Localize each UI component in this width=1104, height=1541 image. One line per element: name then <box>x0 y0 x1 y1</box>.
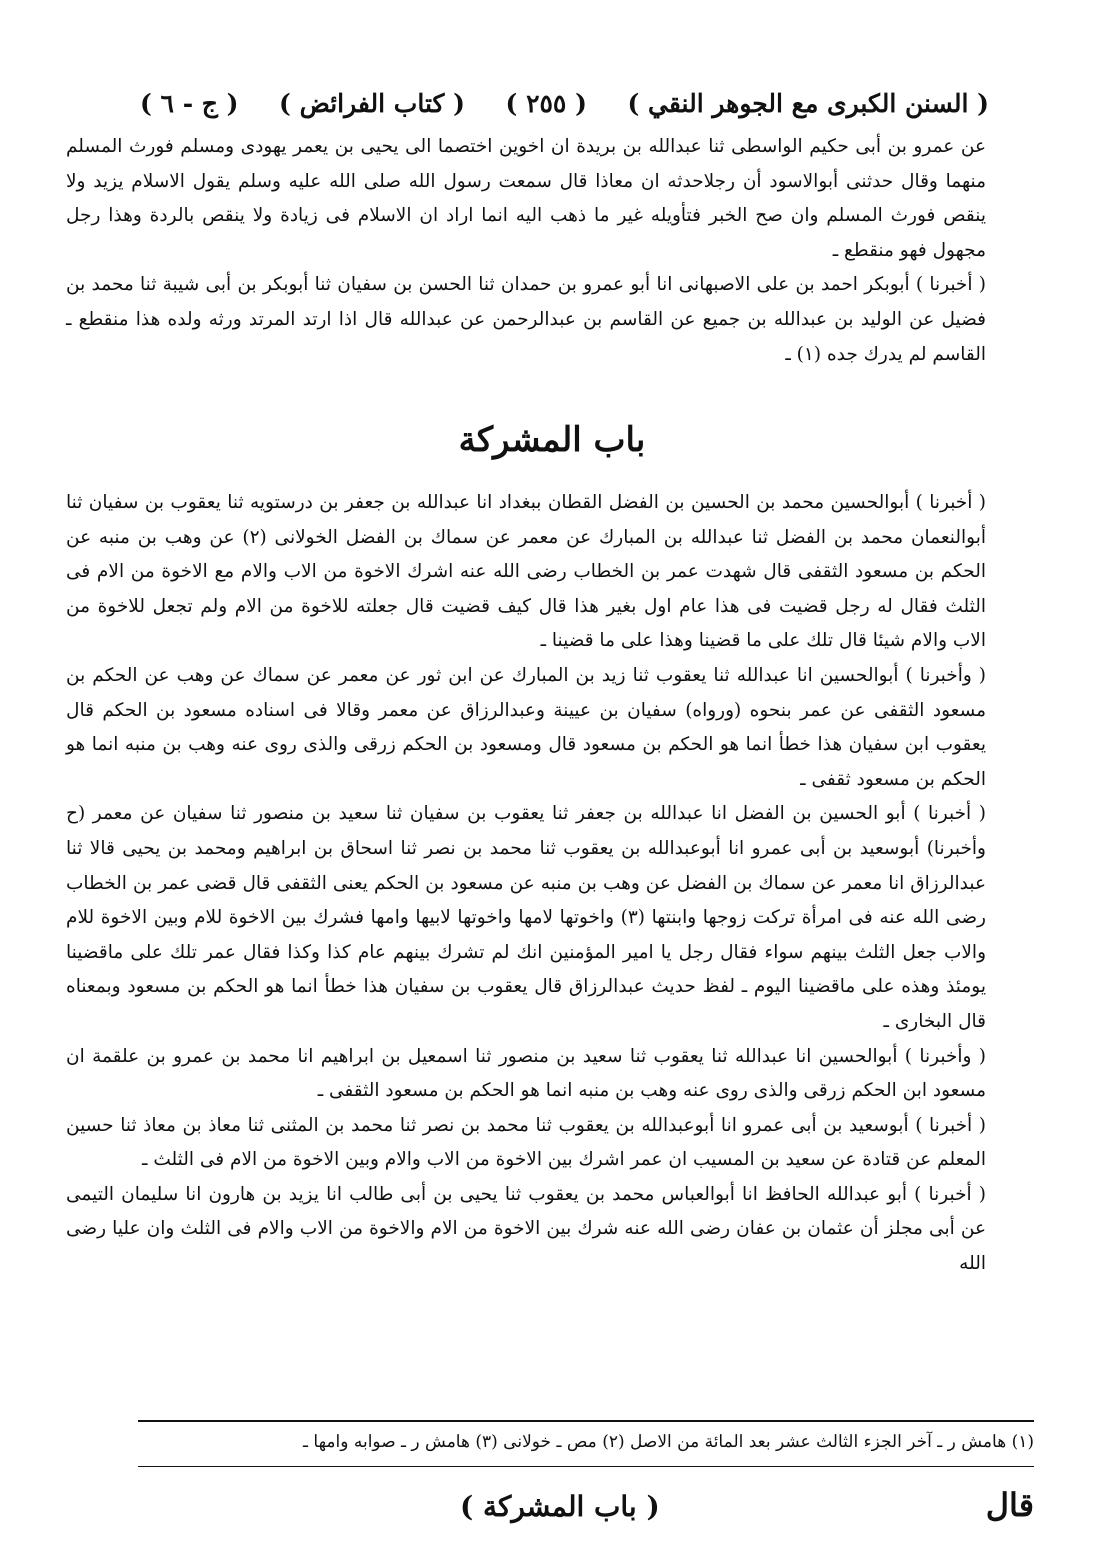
paragraph: ( وأخبرنا ) أبوالحسين انا عبدالله ثنا يعقوب ثنا زيد بن المبارك عن ابن ثور عن معمر عن سماك عن وهب عن الحكم بن مسعود الثقفى عن عمر بنحوه (ورواه) سفيان بن عيينة وعبدالرزاق عن معمر وقالا فى اسناده مسعود بن الحكم قال يعقوب ابن سفيان هذا خطأ انما هو الحكم بن مسعود قال ومسعود بن الحكم زرقى والذى روى عنه وهب بن منبه انما هو الحكم بن مسعود ثقفى ـ <box>66 664 986 790</box>
paragraph: ( أخبرنا ) أبو عبدالله الحافظ انا أبوالعباس محمد بن يعقوب ثنا يحيى بن أبى طالب انا يزيد بن هارون انا سليمان التيمى عن أبى مجلز أن عثمان بن عفان رضى الله عنه شرك بين الاخوة من الام والاخوة من الاب والام فى الثلث وان عليا رضى الله <box>66 1183 986 1275</box>
paragraph: ( أخبرنا ) أبوسعيد بن أبى عمرو انا أبوعبدالله بن يعقوب ثنا محمد بن نصر ثنا محمد بن المثنى ثنا معاذ بن معاذ ثنا حسين المعلم عن قتادة عن سعيد بن المسيب ان عمر اشرك بين الاخوة من الاب والام وبين الاخوة من الام فى الثلث ـ <box>66 1114 986 1171</box>
footnote-divider <box>138 1420 1034 1422</box>
chapter-title: ( كتاب الفرائض ) <box>279 88 465 118</box>
page-header <box>140 82 989 124</box>
body-text-top <box>66 130 986 372</box>
footer-divider <box>138 1466 1034 1467</box>
volume-number: ( ج - ٦ ) <box>140 88 239 118</box>
paragraph: ( أخبرنا ) أبوالحسين محمد بن الحسين بن الفضل القطان ببغداد انا عبدالله بن جعفر بن درستويه ثنا يعقوب بن سفيان ثنا أبوالنعمان محمد بن الفضل ثنا عبدالله بن المبارك عن معمر عن سماك بن الفضل الخولانى (٢) عن وهب بن منبه عن الحكم بن مسعود الثقفى قال شهدت عمر بن الخطاب رضى الله عنه اشرك الاخوة من الاب والام مع الاخوة من الام فى الثلث فقال له رجل قضيت فى هذا عام اول بغير هذا قال كيف قضيت قال جعلته للاخوة من الام ولم تجعل للاخوة من الاب والام شيئا قال تلك على ما قضينا وهذا على ما قضينا ـ <box>66 492 986 652</box>
paragraph: ( أخبرنا ) أبوبكر احمد بن على الاصبهانى انا أبو عمرو بن حمدان ثنا الحسن بن سفيان ثنا أبوبكر بن أبى شيبة ثنا محمد بن فضيل عن الوليد بن عبدالله بن جميع عن القاسم بن عبدالرحمن عن عبدالله قال اذا ارتد المرتد ورثه ولده هذا منقطع ـ القاسم لم يدرك جده (١) ـ <box>66 274 986 365</box>
paragraph: ( أخبرنا ) أبو الحسين بن الفضل انا عبدالله بن جعفر ثنا يعقوب بن سفيان ثنا سعيد بن منصور ثنا سفيان عن معمر (ح وأخبرنا) أبوسعيد بن أبى عمرو انا أبوعبدالله بن يعقوب ثنا محمد بن نصر ثنا اسحاق بن ابراهيم ومحمد بن يحيى قالا ثنا عبدالرزاق انا معمر عن سماك بن الفضل عن وهب بن منبه عن مسعود بن الحكم يعنى الثقفى قال قضى عمر بن الخطاب رضى الله عنه فى امرأة تركت زوجها وابنتها (٣) واخوتها لامها واخوتها لابيها وامها فشرك بين الاخوة للام وبين الاخوة للام والاب جعل الثلث بينهم سواء فقال رجل يا امير المؤمنين انك لم تشرك بينهم عام كذا وكذا فقال عمر تلك على ماقضينا يومئذ وهذه على ماقضينا اليوم ـ لفظ حديث عبدالرزاق قال يعقوب بن سفيان هذا خطأ انما هو الحكم بن مسعود وبمعناه قال البخارى ـ <box>66 803 986 1032</box>
footer-section-title: ( باب المشركة ) <box>460 1490 660 1523</box>
catchword: قال <box>985 1486 1034 1524</box>
page-number: ( ٢٥٥ ) <box>505 88 587 118</box>
footnotes: (١) هامش ر ـ آخر الجزء الثالث عشر بعد المائة من الاصل (٢) مص ـ خولانى (٣) هامش ر ـ صوابه وامها ـ <box>303 1432 1034 1452</box>
section-heading: باب المشركة <box>458 420 646 460</box>
paragraph: عن عمرو بن أبى حكيم الواسطى ثنا عبدالله بن بريدة ان اخوين اختصما الى يحيى بن يعمر يهودى ومسلم فورث المسلم منهما وقال حدثنى أبوالاسود أن رجلاحدثه ان معاذا قال سمعت رسول الله صلى الله عليه وسلم يقول الاسلام يزيد ولا ينقص فورث المسلم وان صح الخبر فتأويله غير ما ذهب اليه انما اراد ان الاسلام فى زيادة ولا ينقص بالردة وهذا رجل مجهول فهو منقطع ـ <box>66 136 987 261</box>
paragraph: ( وأخبرنا ) أبوالحسين انا عبدالله ثنا يعقوب ثنا سعيد بن منصور ثنا اسمعيل بن ابراهيم انا محمد بن عمرو بن علقمة ان مسعود ابن الحكم زرقى والذى روى عنه وهب بن منبه انما هو الحكم بن مسعود الثقفى ـ <box>66 1045 986 1102</box>
book-title: ( السنن الكبرى مع الجوهر النقي ) <box>627 88 989 118</box>
body-text-main <box>66 486 986 1282</box>
